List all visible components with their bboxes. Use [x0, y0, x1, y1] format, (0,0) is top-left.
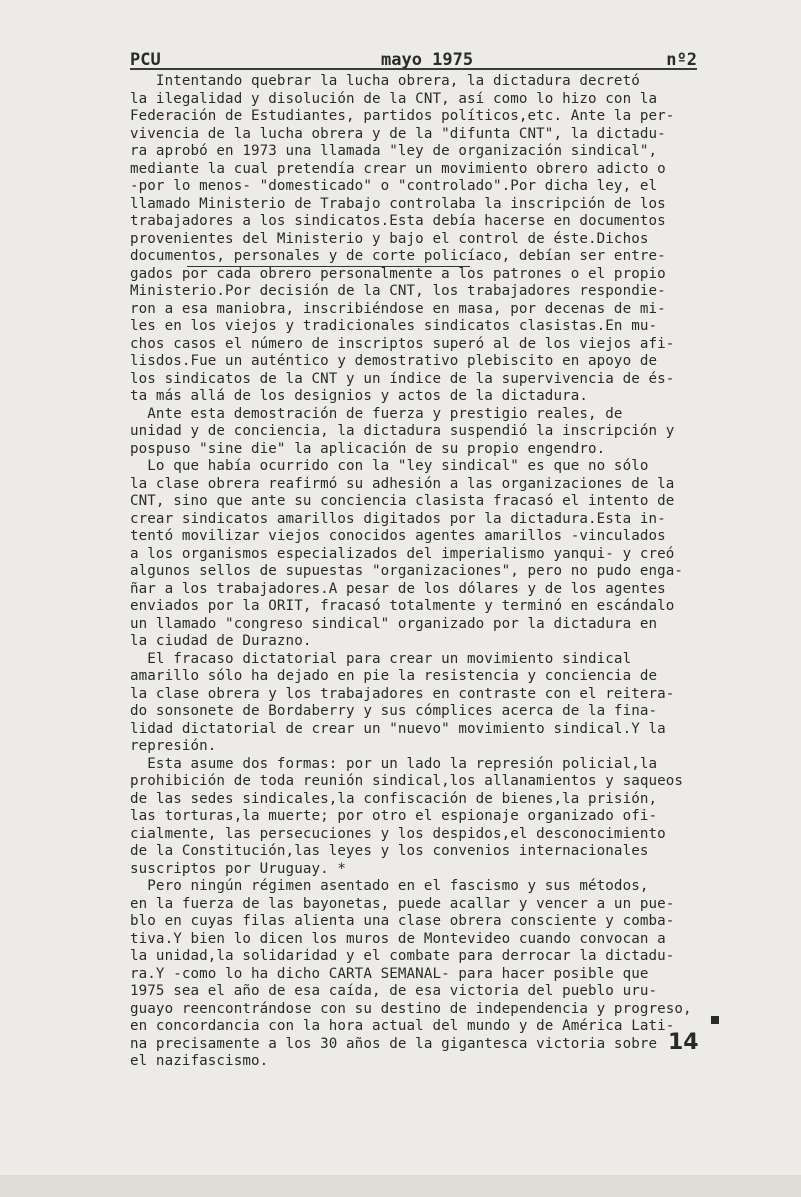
text-line: suscriptos por Uruguay. *	[130, 860, 347, 877]
text-line: gados por cada obrero personalmente a los patrones o el propio	[130, 265, 666, 282]
text-line: na precisamente a los 30 años de la gigantesca victoria sobre	[130, 1035, 658, 1052]
text-line: Lo que había ocurrido con la "ley sindical" es que no sólo	[130, 458, 649, 474]
text-line: 1975 sea el año de esa caída, de esa victoria del pueblo uru-	[130, 983, 658, 999]
text-line: amarillo sólo ha dejado en pie la resistencia y conciencia de	[130, 668, 658, 684]
text-line: unidad y de conciencia, la dictadura suspendió la inscripción y	[130, 423, 675, 439]
text-line: Ante esta demostración de fuerza y prestigio reales, de	[130, 405, 623, 422]
text-line: documentos, personales y de corte policíaco, debían ser entre-	[130, 248, 666, 264]
text-line: les en los viejos y tradicionales sindicatos clasistas.En mu-	[130, 318, 658, 334]
text-line: a los organismos especializados del imperialismo yanqui- y creó	[130, 545, 675, 562]
text-line: en concordancia con la hora actual del mundo y de América Lati-	[130, 1018, 675, 1034]
text-line: El fracaso dictatorial para crear un movimiento sindical	[130, 650, 632, 667]
header-date: mayo 1975	[381, 50, 474, 70]
text-line: provenientes del Ministerio y bajo el control de éste.Dichos	[130, 230, 649, 247]
header-rule	[130, 68, 697, 70]
text-line: prohibición de toda reunión sindical,los allanamientos y saqueos	[130, 773, 684, 789]
text-line: guayo reencontrándose con su destino de independencia y progreso,	[130, 1000, 692, 1017]
text-line: tentó movilizar viejos conocidos agentes amarillos -vinculados	[130, 528, 666, 544]
text-line: Federación de Estudiantes, partidos políticos,etc. Ante la per-	[130, 108, 675, 124]
text-line: algunos sellos de supuestas "organizaciones", pero no pudo enga-	[130, 563, 684, 579]
text-line: ta más allá de los designios y actos de la dictadura.	[130, 388, 589, 404]
text-line: cialmente, las persecuciones y los despidos,el desconocimiento	[130, 825, 666, 842]
end-of-article-mark	[711, 1016, 719, 1024]
text-line: lisdos.Fue un auténtico y demostrativo plebiscito en apoyo de	[130, 353, 658, 369]
text-line: ñar a los trabajadores.A pesar de los dólares y de los agentes	[130, 580, 666, 597]
text-line: chos casos el número de inscriptos superó al de los viejos afi-	[130, 335, 675, 352]
text-line: de las sedes sindicales,la confiscación de bienes,la prisión,	[130, 790, 658, 807]
text-line: en la fuerza de las bayonetas, puede acallar y vencer a un pue-	[130, 895, 675, 912]
text-line: do sonsonete de Bordaberry y sus cómplices acerca de la fina-	[130, 703, 658, 719]
text-line: llamado Ministerio de Trabajo controlaba la inscripción de los	[130, 195, 666, 212]
text-line: represión.	[130, 738, 217, 754]
header-issue-number: nº2	[666, 50, 697, 70]
text-line: el nazifascismo.	[130, 1053, 269, 1069]
page-number: 14	[668, 1030, 699, 1055]
text-line: enviados por la ORIT, fracasó totalmente y terminó en escándalo	[130, 598, 675, 614]
text-line: la ciudad de Durazno.	[130, 633, 312, 649]
text-line: un llamado "congreso sindical" organizado por la dictadura en	[130, 615, 658, 632]
text-line: CNT, sino que ante su conciencia clasista fracasó el intento de	[130, 493, 675, 509]
text-line: la clase obrera reafirmó su adhesión a las organizaciones de la	[130, 475, 675, 492]
header-publication: PCU	[130, 50, 161, 70]
text-line: trabajadores a los sindicatos.Esta debía hacerse en documentos	[130, 213, 666, 229]
text-line: de la Constitución,las leyes y los convenios internacionales	[130, 843, 649, 859]
text-line: la ilegalidad y disolución de la CNT, así como lo hizo con la	[130, 90, 658, 107]
text-line: la unidad,la solidaridad y el combate para derrocar la dictadu-	[130, 948, 675, 964]
text-line: Pero ningún régimen asentado en el fascismo y sus métodos,	[130, 878, 649, 894]
text-line: los sindicatos de la CNT y un índice de la supervivencia de és-	[130, 370, 675, 387]
scan-bottom-edge	[0, 1175, 801, 1197]
text-line: tiva.Y bien lo dicen los muros de Montevideo cuando convocan a	[130, 930, 666, 947]
text-line: -por lo menos- "domesticado" o "controlado".Por dicha ley, el	[130, 178, 658, 194]
handwritten-underline	[187, 266, 470, 267]
text-line: crear sindicatos amarillos digitados por la dictadura.Esta in-	[130, 510, 666, 527]
text-line: la clase obrera y los trabajadores en contraste con el reitera-	[130, 685, 675, 702]
text-line: ron a esa maniobra, inscribiéndose en masa, por decenas de mi-	[130, 300, 666, 317]
article-body	[130, 73, 692, 1071]
text-line: ra aprobó en 1973 una llamada "ley de organización sindical",	[130, 143, 658, 159]
text-line: vivencia de la lucha obrera y de la "difunta CNT", la dictadu-	[130, 125, 666, 142]
text-line: blo en cuyas filas alienta una clase obrera consciente y comba-	[130, 913, 675, 929]
text-line: mediante la cual pretendía crear un movimiento obrero adicto o	[130, 160, 666, 177]
text-line: las torturas,la muerte; por otro el espionaje organizado ofi-	[130, 808, 658, 824]
text-line: Esta asume dos formas: por un lado la represión policial,la	[130, 755, 658, 772]
text-line: Ministerio.Por decisión de la CNT, los trabajadores respondie-	[130, 283, 666, 299]
text-line: ra.Y -como lo ha dicho CARTA SEMANAL- para hacer posible que	[130, 965, 649, 982]
text-line: lidad dictatorial de crear un "nuevo" movimiento sindical.Y la	[130, 720, 666, 737]
text-line: Intentando quebrar la lucha obrera, la dictadura decretó	[130, 73, 640, 89]
text-line: pospuso "sine die" la aplicación de su propio engendro.	[130, 440, 606, 457]
